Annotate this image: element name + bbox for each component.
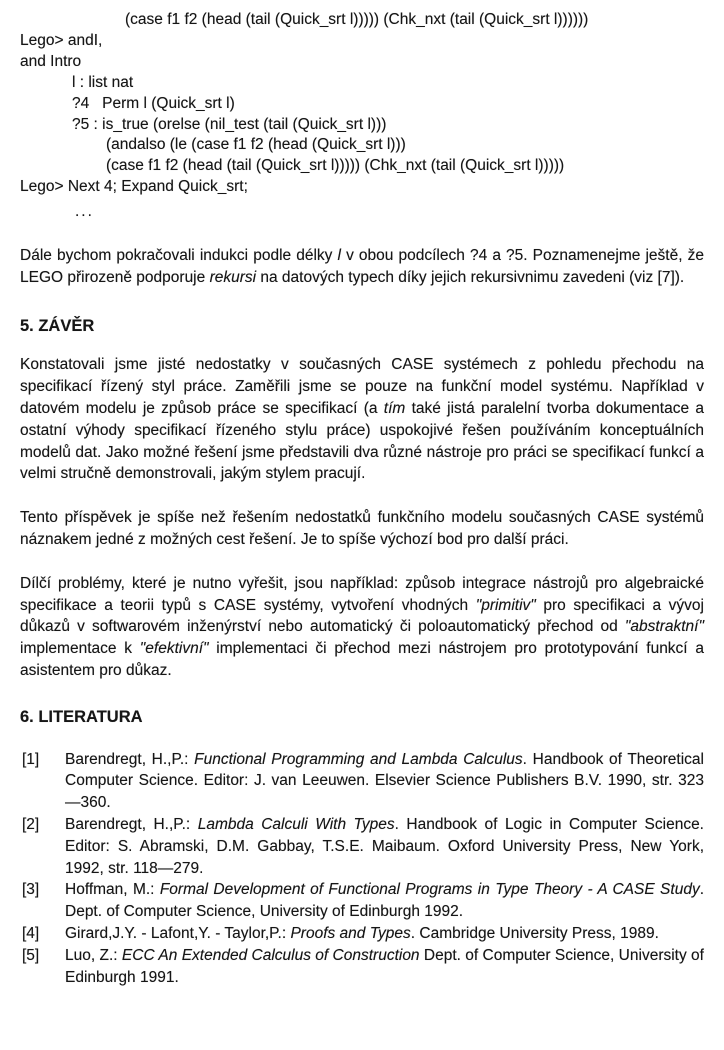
reference-title: Lambda Calculi With Types (197, 816, 395, 833)
reference-label: [5] (22, 946, 40, 964)
reference-item-3 (20, 879, 704, 923)
reference-title: ECC An Extended Calculus of Construction (121, 946, 420, 964)
italic-variable-l: l (337, 247, 341, 265)
reference-title: Functional Programming and Lambda Calculus (194, 750, 523, 768)
reference-item-4 (20, 923, 704, 945)
reference-title: Formal Development of Functional Programs in Type Theory - A CASE Study (159, 881, 700, 899)
code-line: (andalso (le (case f1 f2 (head (Quick_srt l))) (106, 136, 406, 154)
reference-details: Dept. of Computer Science, University of Edinburgh 1991. (65, 946, 704, 986)
italic-term-rekursi: rekursi (209, 268, 257, 286)
intro-text: Dále bychom pokračovali indukci podle délky (20, 247, 338, 265)
body-text: Dílčí problémy, které je nutno vyřešit, jsou například: způsob integrace nástrojů pro algebraické specifikace a teorii typů s CASE systémy, vytvoření vhodných (20, 574, 704, 614)
code-line: l : list nat (72, 73, 134, 91)
code-line-goal-4: ?4 Perm l (Quick_srt l) (72, 94, 235, 112)
reference-list (20, 749, 704, 989)
reference-details: . Cambridge University Press, 1989. (410, 924, 659, 942)
body-text: také jistá paralelní tvorba dokumentace a ostatní výhody specifikací řízeného stylu práce) uspokojivé řešen používáním konceptuálních modelů dat. Jako možné řešení jsme představili dva různé nástroje pro práci se specifikací funkcí a velmi stručně demonstrovali, jakým stylem pracují. (20, 400, 704, 483)
reference-label: [4] (22, 924, 40, 942)
reference-item-5 (20, 945, 704, 989)
body-text: Konstatovali jsme jisté nedostatky v současných CASE systémech z pohledu přechodu na specifikací řízený styl práce. Zaměřili jsme se pouze na funkční model systému. Například v datovém modelu je způsob práce se specifikací (a (20, 356, 704, 418)
conclusion-paragraph-2: Tento příspěvek je spíše než řešením nedostatků funkčního modelu současných CASE systémů náznakem jedné z možných cest řešení. Je to spíše výchozí bod pro další práci. (20, 509, 704, 549)
reference-item-1 (20, 749, 704, 814)
reference-details: . Handbook of Theoretical Computer Science. Editor: J. van Leeuwen. Elsevier Science Publishers B.V. 1990, str. 323—360. (65, 750, 704, 812)
code-line: and Intro (20, 52, 82, 70)
italic-term-abstraktni: "abstraktní" (624, 618, 704, 636)
body-text: implementace k (20, 640, 140, 658)
code-ellipsis: ... (75, 203, 94, 221)
code-line: (case f1 f2 (head (tail (Quick_srt l))))) (Chk_nxt (tail (Quick_srt l)))))) (125, 11, 589, 28)
code-line-goal-5: ?5 : is_true (orelse (nil_test (tail (Quick_srt l))) (72, 115, 387, 133)
intro-paragraph (20, 245, 704, 289)
intro-text: na datových typech díky jejich rekursivnimu zavedeni (viz [7]). (256, 268, 685, 286)
reference-details: . Handbook of Logic in Computer Science. Editor: S. Abramski, D.M. Gabbay, T.S.E. Maibaum. Oxford University Press, New York, 1992, str. 118—279. (65, 816, 704, 877)
reference-label: [1] (22, 750, 40, 768)
intro-text: v obou podcílech ?4 a ?5. Poznamenejme ještě, že LEGO přirozeně podporuje (20, 247, 705, 286)
conclusion-paragraph-1 (20, 354, 704, 485)
reference-authors: Girard,J.Y. - Lafont,Y. - Taylor,P.: (65, 924, 291, 942)
italic-term-primitiv: "primitiv" (475, 596, 536, 614)
body-text: pro specifikaci a vývoj důkazů v softwarovém inženýrství nebo automatický či poloautomatický přechod od (20, 596, 704, 636)
reference-label: [3] (22, 881, 40, 899)
italic-term-efektivni: "efektivní" (139, 640, 209, 658)
italic-term-tim: tím (383, 400, 406, 418)
code-line: (case f1 f2 (head (tail (Quick_srt l))))) (Chk_nxt (tail (Quick_srt l))))) (106, 157, 565, 175)
reference-authors: Hoffman, M.: (65, 881, 160, 899)
section-heading-literatura: 6. LITERATURA (20, 707, 143, 726)
lego-code-listing (20, 10, 704, 223)
reference-details: . Dept. of Computer Science, University of Edinburgh 1992. (65, 881, 705, 921)
reference-authors: Barendregt, H.,P.: (65, 750, 195, 768)
reference-item-2 (20, 814, 704, 879)
reference-authors: Barendregt, H.,P.: (65, 816, 198, 833)
reference-title: Proofs and Types (290, 924, 411, 942)
reference-label: [2] (22, 816, 40, 833)
conclusion-paragraph-3 (20, 573, 704, 682)
body-text: implementaci či přechod mezi nástrojem pro prototypování funkcí a asistentem pro důkaz. (20, 640, 705, 680)
code-line-lego-prompt: Lego> andI, (20, 31, 103, 49)
reference-authors: Luo, Z.: (65, 946, 122, 964)
code-line-lego-prompt: Lego> Next 4; Expand Quick_srt; (20, 178, 248, 196)
section-heading-zaver: 5. ZÁVĚR (20, 316, 95, 335)
